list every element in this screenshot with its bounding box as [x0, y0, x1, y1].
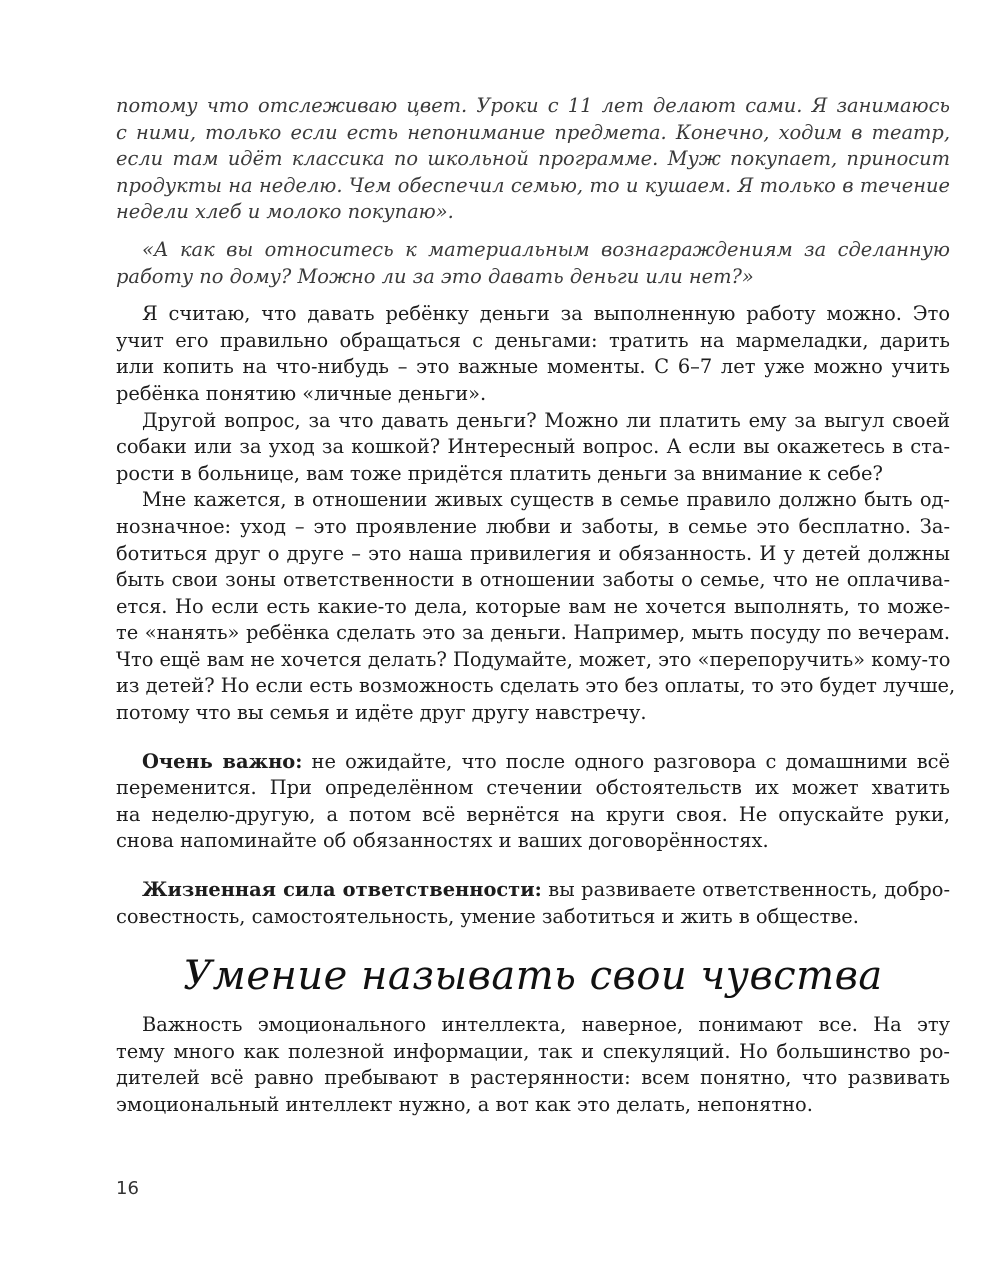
important-note — [116, 749, 950, 855]
paragraph-4 — [116, 1012, 950, 1118]
paragraph-2 — [116, 408, 950, 488]
text-line: ботиться друг о друге – это наша привилегия и обязанность. И у детей должны — [116, 541, 950, 565]
text-line: переменится. При определённом стечении обстоятельств их может хватить — [116, 776, 950, 800]
question-block — [116, 237, 950, 290]
text-line: эмоциональный интеллект нужно, а вот как это делать, непонятно. — [116, 1093, 813, 1116]
text-line: Другой вопрос, за что давать деньги? Можно ли платить ему за выгул своей — [142, 408, 950, 432]
page-number: 16 — [116, 1178, 139, 1199]
text-line: рости в больнице, вам тоже придётся платить деньги за внимание к себе? — [116, 461, 883, 485]
text-line: с ними, только если есть непонимание предмета. Конечно, ходим в театр, — [116, 120, 950, 144]
text-line: Мне кажется, в отношении живых существ в семье правило должно быть од- — [142, 488, 950, 512]
quote-block — [116, 93, 950, 226]
text-line: дителей всё равно пребывают в растерянности: всем понятно, что развивать — [116, 1066, 950, 1090]
text-line: снова напоминайте об обязанностях и ваших договорённостях. — [116, 829, 769, 853]
text-line: нозначное: уход – это проявление любви и заботы, в семье это бесплатно. За- — [116, 514, 950, 538]
text-line: ребёнка понятию «личные деньги». — [116, 381, 487, 405]
text-line: из детей? Но если есть возможность сделать это без оплаты, то это будет лучше, — [116, 674, 956, 698]
text-line: ется. Но если есть какие-то дела, которые вам не хочется выполнять, то може- — [116, 594, 950, 618]
text-line: собаки или за уход за кошкой? Интересный вопрос. А если вы окажетесь в ста- — [116, 435, 950, 459]
important-note-text: не ожидайте, что после одного разговора с домашними всё — [302, 749, 950, 773]
text-line: если там идёт классика по школьной программе. Муж покупает, приносит — [116, 147, 950, 171]
life-force-note — [116, 877, 950, 930]
text-line: тему много как полезной информации, так и спекуляций. Но большинство ро- — [116, 1039, 950, 1063]
text-line — [116, 877, 950, 904]
text-line: Я считаю, что давать ребёнку деньги за выполненную работу можно. Это — [142, 302, 950, 326]
text-line: совестность, самостоятельность, умение заботиться и жить в обществе. — [116, 904, 859, 928]
text-line: на неделю-другую, а потом всё вернётся на круги своя. Не опускайте руки, — [116, 802, 950, 826]
section-heading: Умение называть свои чувства — [183, 953, 883, 1000]
text-line: или копить на что-нибудь – это важные моменты. С 6–7 лет уже можно учить — [116, 355, 950, 379]
page-content — [116, 93, 956, 1119]
text-line: недели хлеб и молоко покупаю». — [116, 200, 454, 224]
life-force-label: Жизненная сила ответственности: — [142, 878, 542, 902]
text-line: быть свои зоны ответственности в отношении заботы о семье, что не оплачива- — [116, 568, 950, 592]
important-note-label: Очень важно: — [142, 749, 303, 773]
text-line: работу по дому? Можно ли за это давать деньги или нет?» — [116, 264, 754, 288]
paragraph-3 — [116, 487, 956, 726]
text-line: те «нанять» ребёнка сделать это за деньги. Например, мыть посуду по вечерам. — [116, 621, 950, 645]
paragraph-1 — [116, 301, 950, 407]
life-force-text: вы развиваете ответственность, добро- — [541, 878, 951, 902]
text-line: Что ещё вам не хочется делать? Подумайте, может, это «перепоручить» кому-то — [116, 647, 951, 671]
text-line: учит его правильно обращаться с деньгами: тратить на мармеладки, дарить — [116, 328, 950, 352]
text-line: «А как вы относитесь к материальным вознаграждениям за сделанную — [142, 237, 950, 261]
text-line: потому что отслеживаю цвет. Уроки с 11 лет делают сами. Я занимаюсь — [116, 94, 950, 117]
text-line: Важность эмоционального интеллекта, наверное, понимают все. На эту — [142, 1013, 950, 1037]
text-line: продукты на неделю. Чем обеспечил семью, то и кушаем. Я только в течение — [116, 173, 950, 197]
text-line: потому что вы семья и идёте друг другу навстречу. — [116, 701, 647, 725]
text-line — [116, 749, 950, 776]
